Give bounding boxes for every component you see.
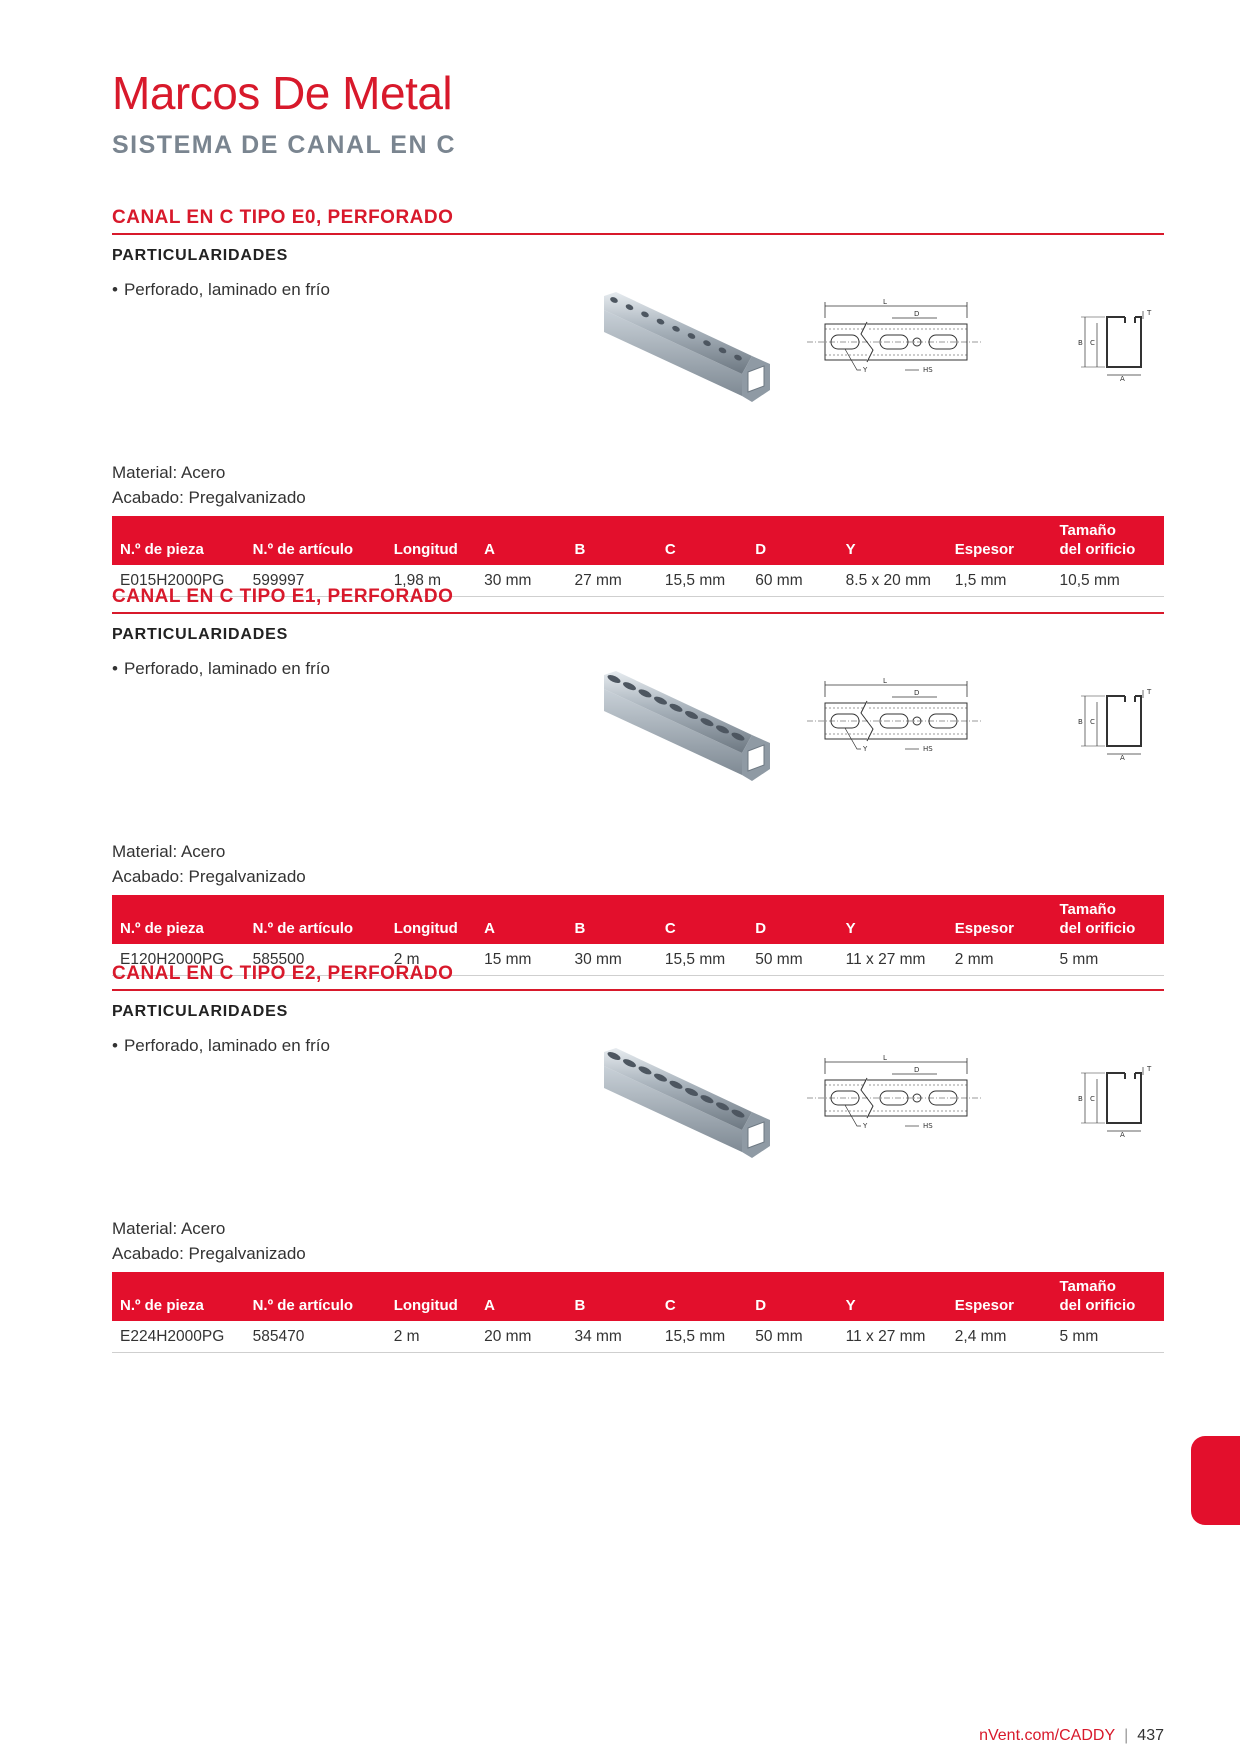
spec-row [112,1321,1164,1353]
label-T: T [1147,688,1152,696]
label-D: D [914,689,920,697]
label-L: L [883,298,887,306]
column-header: N.º de pieza [120,920,204,937]
table-cell: 2,4 mm [947,1321,1052,1353]
label-HS: HS [923,745,933,753]
table-cell: 2 mm [947,944,1052,976]
column-header: Longitud [393,1297,458,1314]
page-subtitle: SISTEMA DE CANAL EN C [112,131,457,159]
label-A: A [1120,754,1125,761]
label-L: L [883,677,887,685]
column-header: Y [845,1297,856,1314]
column-header: C [664,541,676,558]
column-header: A [484,1297,495,1314]
material-line: Material: Acero [112,842,226,861]
section-title: CANAL EN C TIPO E1, PERFORADO [112,586,454,607]
column-header: N.º de pieza [120,541,204,558]
label-Y: Y [863,366,868,374]
column-header: N.º de artículo [252,541,354,558]
table-cell: E120H2000PG [112,944,245,976]
section-divider [112,233,1164,235]
profile-diagram [1077,307,1167,382]
column-header: Longitud [393,920,458,937]
feature-item [112,280,330,300]
bullet: • [112,659,118,678]
table-cell: 15,5 mm [657,944,747,976]
column-header: Tamaño del orificio [1059,1278,1136,1314]
feature-text: Perforado, laminado en frío [123,280,330,299]
product-section [112,963,1164,1363]
dimension-diagram [787,671,1077,771]
column-header: D [755,920,767,937]
product-section [112,207,1164,607]
column-header: C [664,1297,676,1314]
column-header: B [574,1297,586,1314]
label-B: B [1078,1095,1083,1103]
bullet: • [112,280,118,299]
column-header: B [574,920,586,937]
column-header: Espesor [954,541,1014,558]
label-T: T [1147,1065,1152,1073]
label-C: C [1090,339,1095,347]
table-cell: 8.5 x 20 mm [838,565,947,597]
channel-photo [602,292,777,407]
bullet: • [112,1036,118,1055]
dimension-diagram [787,292,1077,392]
section-divider [112,989,1164,991]
table-cell: 20 mm [476,1321,566,1353]
material-info [112,460,306,510]
material-line: Material: Acero [112,1219,226,1238]
finish-line: Acabado: Pregalvanizado [112,1244,306,1263]
table-cell: 2 m [386,1321,476,1353]
section-divider [112,612,1164,614]
column-header: N.º de artículo [252,1297,354,1314]
table-cell: 34 mm [566,1321,656,1353]
table-cell: 599997 [245,565,386,597]
label-Y: Y [863,1122,868,1130]
table-cell: 5 mm [1051,944,1164,976]
channel-photo [602,1048,777,1163]
material-info [112,1216,306,1266]
column-header: Longitud [393,541,458,558]
profile-diagram [1077,1063,1167,1138]
column-header: N.º de pieza [120,1297,204,1314]
spec-header-row [112,895,1164,944]
finish-line: Acabado: Pregalvanizado [112,488,306,507]
features-heading: PARTICULARIDADES [112,1003,289,1020]
column-header: D [755,541,767,558]
spec-table [112,1272,1164,1353]
table-cell: 30 mm [566,944,656,976]
column-header: Tamaño del orificio [1059,522,1136,558]
table-cell: 15 mm [476,944,566,976]
column-header: Y [845,541,856,558]
label-Y: Y [863,745,868,753]
label-C: C [1090,1095,1095,1103]
spec-header-row [112,516,1164,565]
profile-diagram [1077,686,1167,761]
column-header: Espesor [954,920,1014,937]
table-cell: 2 m [386,944,476,976]
column-header: Espesor [954,1297,1014,1314]
table-cell: 11 x 27 mm [838,944,947,976]
finish-line: Acabado: Pregalvanizado [112,867,306,886]
spec-table [112,516,1164,597]
page-number: 437 [1137,1727,1164,1744]
material-line: Material: Acero [112,463,226,482]
column-header: A [484,541,495,558]
features-heading: PARTICULARIDADES [112,626,289,643]
table-cell: 15,5 mm [657,565,747,597]
column-header: B [574,541,586,558]
table-cell: 11 x 27 mm [838,1321,947,1353]
table-cell: 27 mm [566,565,656,597]
label-B: B [1078,339,1083,347]
table-cell: 585470 [245,1321,386,1353]
channel-photo [602,671,777,786]
footer-site-link[interactable]: nVent.com/CADDY [979,1727,1116,1744]
product-section [112,586,1164,986]
label-A: A [1120,1131,1125,1138]
spec-header-row [112,1272,1164,1321]
column-header: A [484,920,495,937]
column-header: Tamaño del orificio [1059,901,1136,937]
feature-item [112,1036,330,1056]
table-cell: 50 mm [747,1321,837,1353]
table-cell: 60 mm [747,565,837,597]
table-cell: E015H2000PG [112,565,245,597]
footer-separator: | [1124,1727,1129,1744]
column-header: Y [845,920,856,937]
chapter-tab [1191,1436,1240,1525]
section-title: CANAL EN C TIPO E0, PERFORADO [112,207,454,228]
label-T: T [1147,309,1152,317]
label-HS: HS [923,1122,933,1130]
column-header: C [664,920,676,937]
section-title: CANAL EN C TIPO E2, PERFORADO [112,963,454,984]
column-header: N.º de artículo [252,920,354,937]
table-cell: 585500 [245,944,386,976]
material-info [112,839,306,889]
table-cell: 30 mm [476,565,566,597]
label-A: A [1120,375,1125,382]
feature-text: Perforado, laminado en frío [123,1036,330,1055]
feature-text: Perforado, laminado en frío [123,659,330,678]
label-C: C [1090,718,1095,726]
table-cell: 5 mm [1051,1321,1164,1353]
table-cell: 1,98 m [386,565,476,597]
table-cell: 1,5 mm [947,565,1052,597]
table-cell: E224H2000PG [112,1321,245,1353]
label-B: B [1078,718,1083,726]
table-cell: 50 mm [747,944,837,976]
dimension-diagram [787,1048,1077,1148]
label-L: L [883,1054,887,1062]
footer [979,1727,1164,1745]
table-cell: 10,5 mm [1051,565,1164,597]
label-HS: HS [923,366,933,374]
table-cell: 15,5 mm [657,1321,747,1353]
features-heading: PARTICULARIDADES [112,247,289,264]
column-header: D [755,1297,767,1314]
label-D: D [914,1066,920,1074]
label-D: D [914,310,920,318]
feature-item [112,659,330,679]
page-title: Marcos De Metal [112,67,453,119]
